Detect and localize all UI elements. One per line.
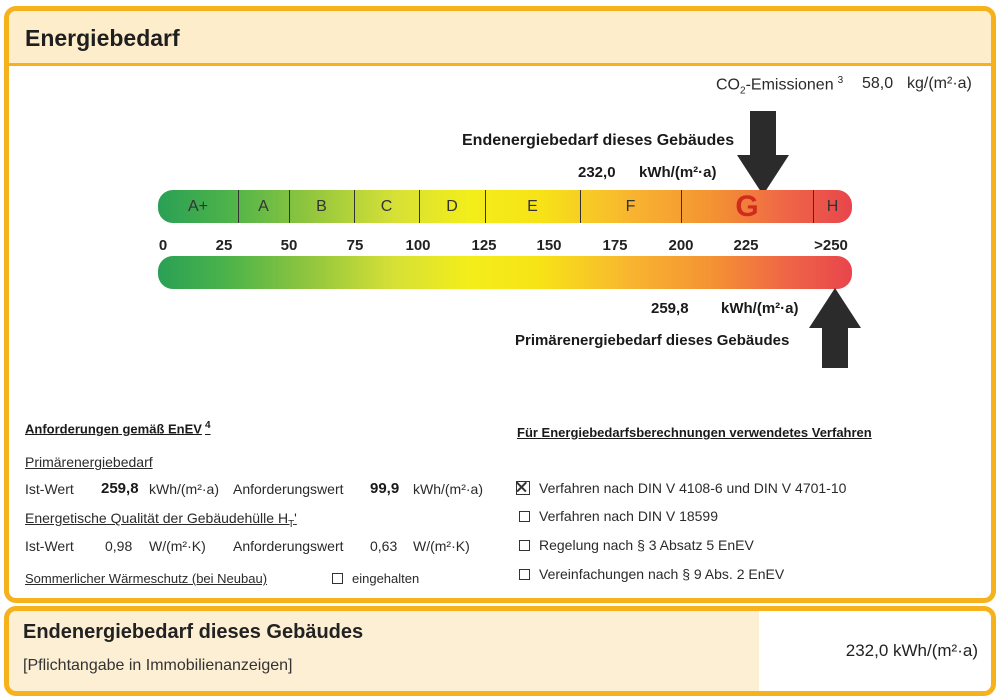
scale-tick-label: 75 <box>346 237 364 254</box>
envelope-req-unit: W/(m²·K) <box>413 538 470 554</box>
envelope-heading: Energetische Qualität der Gebäudehülle $H_T'$ <box>25 510 297 530</box>
footer-value-box <box>759 611 996 691</box>
primary-energy-bar <box>158 256 852 289</box>
envelope-req-value: 0,63 <box>370 538 398 554</box>
header-band <box>9 11 991 66</box>
scale-tick-label: 25 <box>215 237 233 254</box>
energy-class-f: F <box>625 198 636 215</box>
envelope-ist-unit: W/(m²·K) <box>149 538 206 554</box>
energy-class-scale <box>158 190 852 223</box>
summer-checkbox-label: eingehalten <box>352 571 420 586</box>
energy-class-a: A <box>258 198 269 215</box>
energy-class-g: G <box>735 190 759 223</box>
endenergie-unit: kWh/(m²·a) <box>639 164 717 181</box>
method-label: Vereinfachungen nach § 9 Abs. 2 EnEV <box>539 566 785 582</box>
primary-req-value: 99,9 <box>370 480 400 497</box>
envelope-ist-label: Ist-Wert <box>25 538 74 554</box>
method-checkbox[interactable] <box>516 481 530 495</box>
scale-tick-label: >250 <box>814 237 848 254</box>
summer-protection-checkbox[interactable] <box>332 573 343 584</box>
primary-requirement-heading: Primärenergiebedarf <box>25 454 153 470</box>
page-title: Energiebedarf <box>25 25 180 51</box>
method-checkbox[interactable] <box>519 569 530 580</box>
method-checkbox[interactable] <box>519 540 530 551</box>
method-label: Verfahren nach DIN V 18599 <box>539 508 719 524</box>
envelope-anforderung-label: Anforderungswert <box>233 538 344 554</box>
footer-subtitle: [Pflichtangabe in Immobilienanzeigen] <box>23 657 293 674</box>
primary-req-unit: kWh/(m²·a) <box>413 481 483 497</box>
summer-protection-label: Sommerlicher Wärmeschutz (bei Neubau) <box>25 571 268 586</box>
energy-class-e: E <box>527 198 538 215</box>
primaerenergie-value: 259,8 <box>651 300 689 317</box>
scale-tick-label: 0 <box>158 237 168 254</box>
envelope-ist-value: 0,98 <box>105 538 133 554</box>
scale-tick-label: 175 <box>602 237 628 254</box>
primary-ist-value: 259,8 <box>101 480 139 497</box>
co2-label: $CO_2$-Emissionen $^3$ <box>716 75 844 97</box>
primaerenergie-unit: kWh/(m²·a) <box>721 300 799 317</box>
scale-tick-label: 200 <box>668 237 694 254</box>
footer-title: Endenergiebedarf dieses Gebäudes <box>23 621 364 643</box>
primaerenergie-up-arrow-icon <box>809 288 861 368</box>
method-checkbox[interactable] <box>519 511 530 522</box>
endenergie-label: Endenergiebedarf dieses Gebäudes <box>462 132 735 149</box>
scale-tick-label: 150 <box>536 237 562 254</box>
primary-ist-unit: kWh/(m²·a) <box>149 481 219 497</box>
footer-panel <box>4 606 996 696</box>
method-label: Verfahren nach DIN V 4108-6 und DIN V 4701-10 <box>539 480 847 496</box>
primary-anforderung-label: Anforderungswert <box>233 481 344 497</box>
primary-ist-label: Ist-Wert <box>25 481 74 497</box>
co2-value: 58,0 <box>862 75 894 92</box>
energy-class-aplus: A+ <box>187 198 208 215</box>
co2-unit: kg/(m²·a) <box>907 75 972 92</box>
primaerenergie-label: Primärenergiebedarf dieses Gebäudes <box>515 332 790 349</box>
scale-tick-label: 100 <box>405 237 431 254</box>
scale-tick-label: 50 <box>280 237 298 254</box>
scale-tick-label: 225 <box>733 237 759 254</box>
energy-class-c: C <box>380 198 393 215</box>
footer-value: 232,0 kWh/(m²·a) <box>845 641 978 660</box>
endenergie-down-arrow-icon <box>737 111 789 195</box>
energy-class-h: H <box>826 198 839 215</box>
energy-class-d: D <box>446 198 458 215</box>
requirements-heading: Anforderungen gemäß EnEV $^4$ <box>25 420 211 437</box>
energy-class-b: B <box>316 198 327 215</box>
scale-tick-label: 125 <box>471 237 497 254</box>
endenergie-value: 232,0 <box>578 164 616 181</box>
method-label: Regelung nach § 3 Absatz 5 EnEV <box>539 537 754 553</box>
methods-heading: Für Energiebedarfsberechnungen verwendetes Verfahren <box>517 425 872 440</box>
energy-certificate-panel <box>4 6 996 603</box>
